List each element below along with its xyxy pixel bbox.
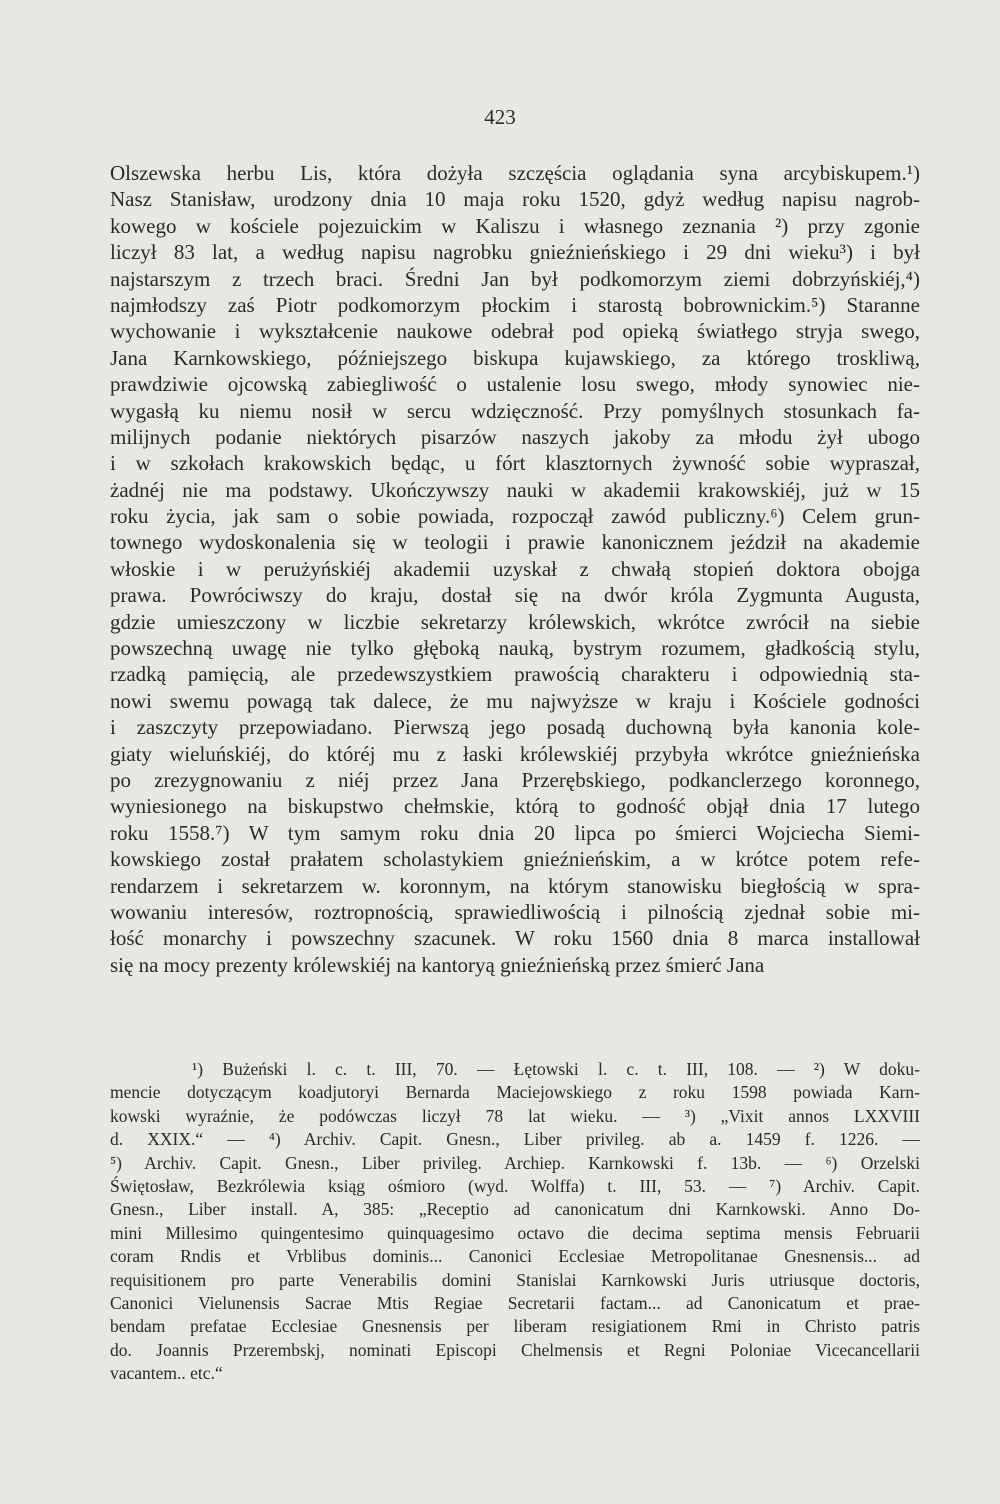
footnotes [110, 1058, 920, 1385]
footnote-line: Canonici Vielunensis Sacrae Mtis Regiae Secretarii factam... ad Canonicatum et prae- [110, 1292, 920, 1313]
text-line: prawa. Powróciwszy do kraju, dostał się na dwór króla Zygmunta Augusta, [110, 583, 920, 608]
text-line: gdzie umieszczony w liczbie sekretarzy królewskich, wkrótce zwrócił na siebie [110, 609, 920, 634]
text-line: żadnéj nie ma podstawy. Ukończywszy nauki w akademii krakowskiéj, już w 15 [110, 477, 920, 502]
text-line: kowskiego został prałatem scholastykiem gnieźnieńskim, a w krótce potem refe- [110, 847, 920, 872]
footnote-line: do. Joannis Przerembskj, nominati Episcopi Chelmensis et Regni Poloniae Vicecancellarii [110, 1339, 920, 1360]
main-text [110, 160, 920, 978]
footnote-line: bendam prefatae Ecclesiae Gnesnensis per liberam resigiationem Rmi in Christo patris [110, 1316, 920, 1337]
text-line: włoskie i w perużyńskiéj akademii uzyskał z chwałą stopień doktora obojga [110, 556, 920, 581]
text-line: po zrezygnowaniu z niéj przez Jana Przerębskiego, podkanclerzego koronnego, [110, 767, 920, 792]
text-line: najstarszym z trzech braci. Średni Jan był podkomorzym ziemi dobrzyńskiéj,⁴) [110, 266, 920, 291]
text-line: i w szkołach krakowskich będąc, u fórt klasztornych żywność sobie wypraszał, [110, 451, 920, 476]
text-line: kowego w kościele pojezuickim w Kaliszu i własnego zeznania ²) przy zgonie [110, 213, 920, 238]
footnote-line: ¹) Bużeński l. c. t. III, 70. — Łętowski l. c. t. III, 108. — ²) W doku- [192, 1059, 920, 1079]
text-line: Jana Karnkowskiego, późniejszego biskupa kujawskiego, za którego troskliwą, [110, 345, 920, 370]
text-line: i zaszczyty przepowiadano. Pierwszą jego posadą duchowną była kanonia kole- [110, 715, 920, 740]
text-line: wowaniu interesów, roztropnością, sprawiedliwością i pilnością zjednał sobie mi- [110, 899, 920, 924]
footnote-line: Świętosław, Bezkrólewia ksiąg ośmioro (wyd. Wolffa) t. III, 53. — ⁷) Archiv. Capit. [110, 1175, 920, 1196]
text-line: liczył 83 lat, a według napisu nagrobku gnieźnieńskiego i 29 dni wieku³) i był [110, 240, 920, 265]
text-line: wyniesionego na biskupstwo chełmskie, którą to godność objął dnia 17 lutego [110, 794, 920, 819]
text-line: prawdziwie ojcowską zabiegliwość o ustalenie losu swego, młody synowiec nie- [110, 372, 920, 397]
footnote-line: d. XXIX.“ — ⁴) Archiv. Capit. Gnesn., Liber privileg. ab a. 1459 f. 1226. — [110, 1129, 920, 1150]
text-line: roku 1558.⁷) W tym samym roku dnia 20 lipca po śmierci Wojciecha Siemi- [110, 820, 920, 845]
text-line: townego wydoskonalenia się w teologii i prawie kanonicznem jeździł na akademie [110, 530, 920, 555]
footnote-line: mencie dotyczącym koadjutoryi Bernarda Maciejowskiego z roku 1598 powiada Karn- [110, 1082, 920, 1103]
page-number: 423 [484, 105, 516, 129]
footnote-line: mini Millesimo quingentesimo quinquagesimo octavo die decima septima mensis Februarii [110, 1222, 920, 1243]
footnote-line: kowski wyraźnie, że podówczas liczył 78 lat wieku. — ³) „Vixit annos LXXVIII [110, 1105, 920, 1126]
text-line: giaty wieluńskiéj, do któréj mu z łaski królewskiéj przybyła wkrótce gnieźnieńska [110, 741, 920, 766]
text-line: nowi swemu powagą tak dalece, że mu najwyższe w kraju i Kościele godności [110, 688, 920, 713]
footnote-line: coram Rndis et Vrblibus dominis... Canonici Ecclesiae Metropolitanae Gnesnensis... ad [110, 1246, 920, 1267]
text-line: wychowanie i wykształcenie naukowe odebrał pod opieką światłego stryja swego, [110, 319, 920, 344]
text-line: rzadką pamięcią, ale przedewszystkiem prawością charakteru i odpowiednią sta- [110, 662, 920, 687]
footnote-line: Gnesn., Liber install. A, 385: „Receptio ad canonicatum dni Karnkowski. Anno Do- [110, 1199, 920, 1220]
footnote-line: ⁵) Archiv. Capit. Gnesn., Liber privileg. Archiep. Karnkowski f. 13b. — ⁶) Orzelski [110, 1152, 920, 1173]
text-line: rendarzem i sekretarzem w. koronnym, na którym stanowisku biegłością w spra- [110, 873, 920, 898]
text-line: wygasłą ku niemu nosił w sercu wdzięczność. Przy pomyślnych stosunkach fa- [110, 398, 920, 423]
footnote-line: vacantem.. etc.“ [110, 1363, 223, 1384]
text-line: powszechną uwagę nie tylko głęboką nauką, bystrym rozumem, gładkością stylu, [110, 636, 920, 661]
text-line: milijnych podanie niektórych pisarzów naszych jakoby za młodu żył ubogo [110, 424, 920, 449]
footnote-line: requisitionem pro parte Venerabilis domini Stanislai Karnkowski Juris utriusque doctoris, [110, 1269, 920, 1290]
text-line: roku życia, jak sam o sobie powiada, rozpoczął zawód publiczny.⁶) Celem grun- [110, 504, 920, 529]
text-line: najmłodszy zaś Piotr podkomorzym płockim i starostą bobrownickim.⁵) Staranne [110, 292, 920, 317]
text-line: łość monarchy i powszechny szacunek. W roku 1560 dnia 8 marca installował [110, 926, 920, 951]
text-line: się na mocy prezenty królewskiéj na kantoryą gnieźnieńską przez śmierć Jana [110, 952, 765, 977]
text-line: Nasz Stanisław, urodzony dnia 10 maja roku 1520, gdyż według napisu nagrob- [110, 187, 920, 212]
text-line: Olszewska herbu Lis, która dożyła szczęścia oglądania syna arcybiskupem.¹) [110, 161, 920, 185]
